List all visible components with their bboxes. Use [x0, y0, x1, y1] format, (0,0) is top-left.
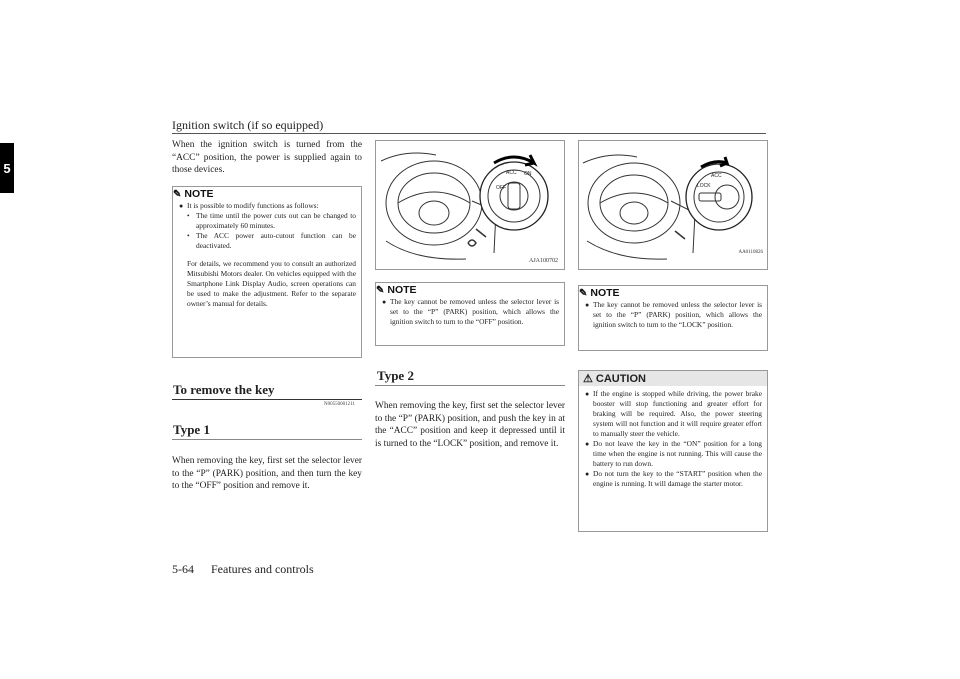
- svg-text:OFF: OFF: [496, 185, 506, 191]
- steering-key-drawing-1: [376, 141, 564, 269]
- note-header: [173, 187, 361, 201]
- heading-rule: [172, 399, 362, 400]
- note-label: NOTE: [184, 188, 214, 200]
- caution-body: [579, 386, 767, 489]
- note-bullet: The key cannot be removed unless the selector lever is set to the “P” (PARK) position, which allows the ignition switch to turn to the “OFF” position.: [390, 297, 559, 326]
- caution-header: [579, 371, 767, 386]
- bullet-icon: ●: [382, 298, 387, 306]
- sub-bullet-icon: •: [187, 211, 190, 220]
- note-label: NOTE: [590, 287, 620, 299]
- type2-heading: Type 2: [377, 368, 414, 383]
- bullet-icon: ●: [585, 301, 590, 309]
- intro-paragraph: When the ignition switch is turned from the “ACC” position, the power is supplied again to those devices.: [172, 140, 362, 175]
- svg-text:LOCK: LOCK: [697, 183, 711, 189]
- figure-code: AJA100702: [528, 258, 558, 264]
- note-header: [579, 286, 767, 300]
- note-sub-item-1: The time until the power cuts out can be changed to approximately 60 minutes.: [196, 211, 356, 230]
- note-box-1: [172, 186, 362, 358]
- note-icon: ✎: [173, 188, 182, 200]
- svg-text:ACC: ACC: [711, 173, 722, 179]
- note-sub-item-2: The ACC power auto-cutout function can be deactivated.: [196, 231, 356, 250]
- note-header: [376, 283, 564, 297]
- section-tab: 5: [0, 143, 14, 193]
- note-body: [579, 300, 767, 330]
- ignition-illustration-type1: [375, 140, 565, 270]
- note-icon: ✎: [376, 284, 385, 296]
- caution-box: [578, 370, 768, 532]
- subheading-rule: [375, 385, 565, 386]
- ignition-illustration-type2: [578, 140, 768, 270]
- type1-heading: Type 1: [173, 422, 210, 437]
- section-heading: To remove the key: [173, 382, 275, 397]
- doc-code: N00550001211: [324, 402, 355, 407]
- warning-triangle-icon: ⚠: [583, 373, 593, 385]
- figure-code: AA0110826: [738, 250, 763, 255]
- note-bullet: It is possible to modify functions as follows:: [187, 201, 319, 210]
- note-bullet: The key cannot be removed unless the selector lever is set to the “P” (PARK) position, which allows the ignition switch to turn to the “LOCK” position.: [593, 300, 762, 329]
- note-icon: ✎: [579, 287, 588, 299]
- bullet-icon: ●: [585, 440, 590, 448]
- page-footer: [172, 562, 314, 577]
- note-body: [376, 297, 564, 327]
- page-header-title: Ignition switch (if so equipped): [172, 118, 324, 132]
- subheading-rule: [172, 439, 362, 440]
- header-rule: [172, 133, 766, 134]
- bullet-icon: ●: [585, 470, 590, 478]
- svg-text:ON: ON: [524, 171, 532, 177]
- caution-item-1: If the engine is stopped while driving, the power brake booster will stop functioning and greater effort for braking will be required. Also, the power steering system will not function and it will require greater effort to manually steer the vehicle.: [593, 389, 762, 438]
- note-body: [173, 201, 361, 309]
- caution-item-2: Do not leave the key in the “ON” position for a long time when the engine is not running. This will cause the battery to run down.: [593, 439, 762, 468]
- note-box-3: [578, 285, 768, 351]
- note-box-2: [375, 282, 565, 346]
- caution-label: CAUTION: [595, 372, 646, 385]
- bullet-icon: ●: [179, 202, 184, 210]
- caution-item-3: Do not turn the key to the “START” position when the engine is running. It will damage the starter motor.: [593, 469, 762, 488]
- page-number: 5-64: [172, 562, 194, 576]
- note-label: NOTE: [387, 284, 417, 296]
- chapter-title: Features and controls: [211, 562, 314, 576]
- svg-text:ACC: ACC: [506, 170, 517, 176]
- bullet-icon: ●: [585, 390, 590, 398]
- note-paragraph: For details, we recommend you to consult an authorized Mitsubishi Motors dealer. On vehicles equipped with the Smartphone Link Display Audio, screen operations can be used to make the adjustment. Refer to the separate owner’s manual for details.: [187, 259, 356, 308]
- type1-paragraph: When removing the key, first set the selector lever to the “P” (PARK) position, and then turn the key to the “OFF” position and remove it.: [172, 456, 362, 491]
- sub-bullet-icon: •: [187, 231, 190, 240]
- type2-paragraph: When removing the key, first set the selector lever to the “P” (PARK) position, and push the key in at the “ACC” position and keep it depressed until it is turned to the “LOCK” position, and remove it.: [375, 401, 565, 449]
